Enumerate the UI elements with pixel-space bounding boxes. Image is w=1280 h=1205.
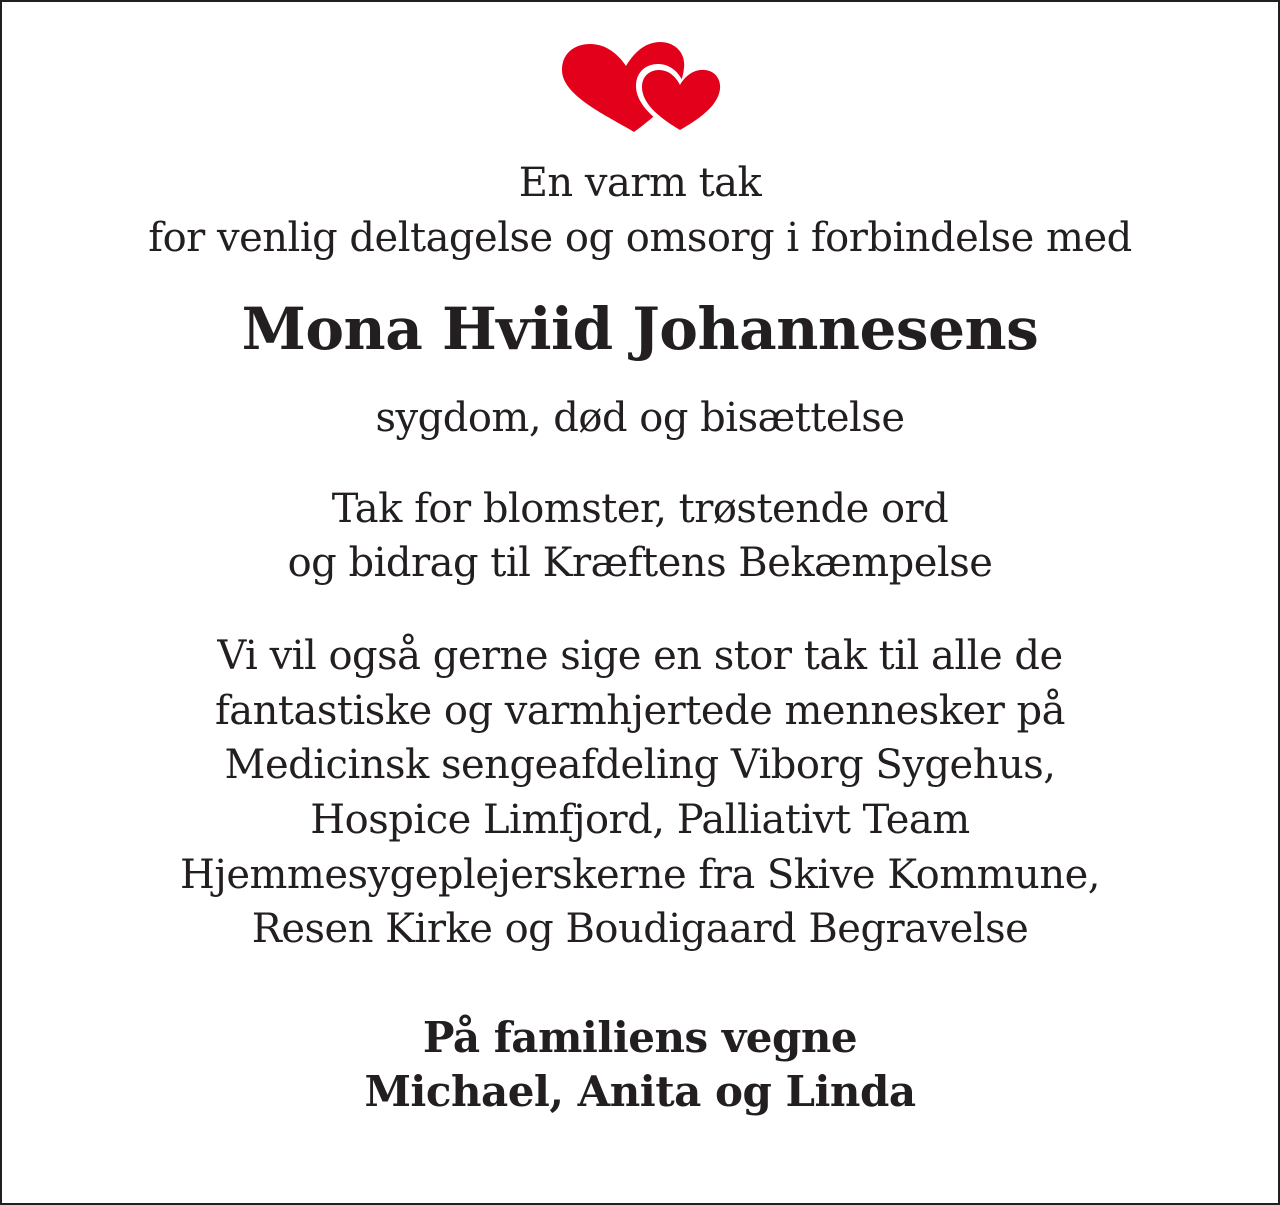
signature-line-1: På familiens vegne: [422, 1013, 858, 1062]
thanks-line-1: Tak for blomster, trøstende ord: [331, 486, 949, 532]
acknowledgement-line: fantastiske og varmhjertede mennesker på: [215, 688, 1065, 734]
acknowledgement-line: Hjemmesygeplejerskerne fra Skive Kommune,: [180, 852, 1100, 898]
acknowledgement-line: Hospice Limfjord, Palliativt Team: [310, 797, 970, 843]
signature-line-2: Michael, Anita og Linda: [364, 1067, 916, 1116]
two-hearts-icon: [556, 40, 728, 140]
acknowledgement-line: Resen Kirke og Boudigaard Begravelse: [251, 906, 1029, 952]
deceased-name: Mona Hviid Johannesens: [241, 295, 1039, 363]
acknowledgement-line: Medicinsk sengeafdeling Viborg Sygehus,: [224, 742, 1056, 788]
thanks-line-2: og bidrag til Kræftens Bekæmpelse: [287, 540, 993, 586]
intro-line-1: En varm tak: [518, 160, 762, 206]
acknowledgement-line: Vi vil også gerne sige en stor tak til alle de: [217, 633, 1063, 679]
circumstance-text: sygdom, død og bisættelse: [375, 395, 905, 441]
intro-line-2: for venlig deltagelse og omsorg i forbindelse med: [148, 215, 1132, 261]
